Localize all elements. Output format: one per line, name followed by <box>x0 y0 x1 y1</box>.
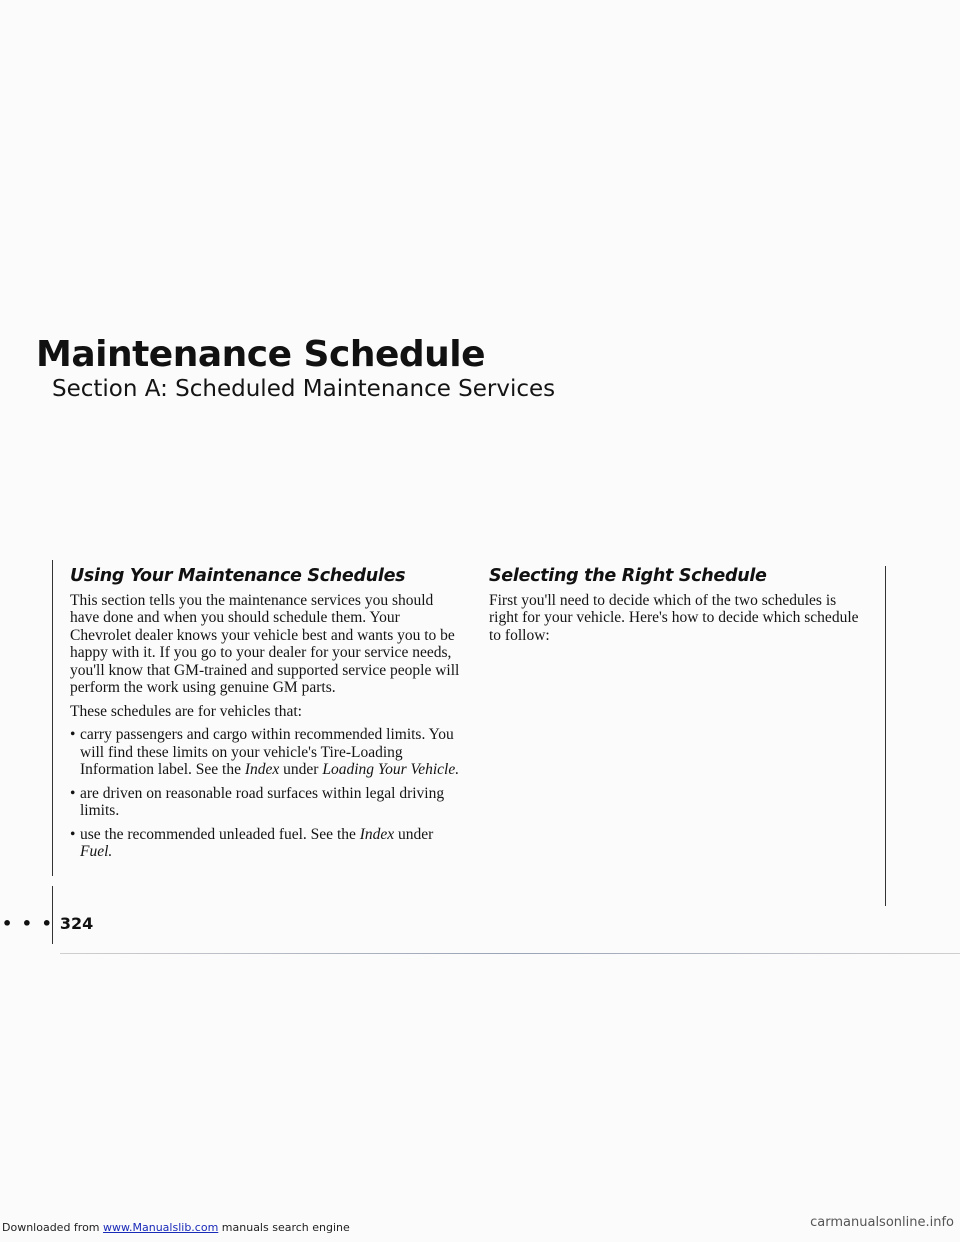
left-lead: These schedules are for vehicles that: <box>70 702 302 720</box>
right-heading: Selecting the Right Schedule <box>489 566 767 586</box>
watermark: carmanualsonline.info <box>810 1215 954 1230</box>
left-heading: Using Your Maintenance Schedules <box>70 566 406 586</box>
manualslib-link[interactable]: www.Manualslib.com <box>103 1221 219 1234</box>
left-intro: This section tells you the maintenance services you should have done and when you should schedule them. Your Chevrolet dealer knows your vehicle best and wants you to be happy with it. If you go to your dealer for your service needs, you'll know that GM-trained and supported service people will perform the work using genuine GM parts. <box>70 591 460 696</box>
section-subtitle: Section A: Scheduled Maintenance Services <box>52 376 556 402</box>
folio-dots: • • • <box>2 914 54 933</box>
source-prefix: Downloaded from <box>2 1221 104 1234</box>
page-number <box>2 914 93 933</box>
left-margin-rule <box>52 560 53 876</box>
source-banner <box>2 1221 350 1234</box>
criteria-list <box>70 726 460 861</box>
page-number-value: 324 <box>59 914 94 933</box>
right-intro: First you'll need to decide which of the two schedules is right for your vehicle. Here's how to decide which schedule to follow: <box>489 591 859 644</box>
source-suffix: manuals search engine <box>218 1221 350 1234</box>
right-margin-rule <box>885 566 886 906</box>
list-item: • carry passengers and cargo within recommended limits. You will find these limits on your vehicle's Tire-Loading Information label. See the Index under Loading Your Vehicle. <box>70 726 460 779</box>
right-column <box>489 568 859 650</box>
left-column <box>70 568 460 867</box>
list-item: • are driven on reasonable road surfaces within legal driving limits. <box>70 785 460 820</box>
page-title: Maintenance Schedule <box>36 334 486 375</box>
list-item: • use the recommended unleaded fuel. See the Index under Fuel. <box>70 826 460 861</box>
page-fold-line <box>60 953 960 954</box>
